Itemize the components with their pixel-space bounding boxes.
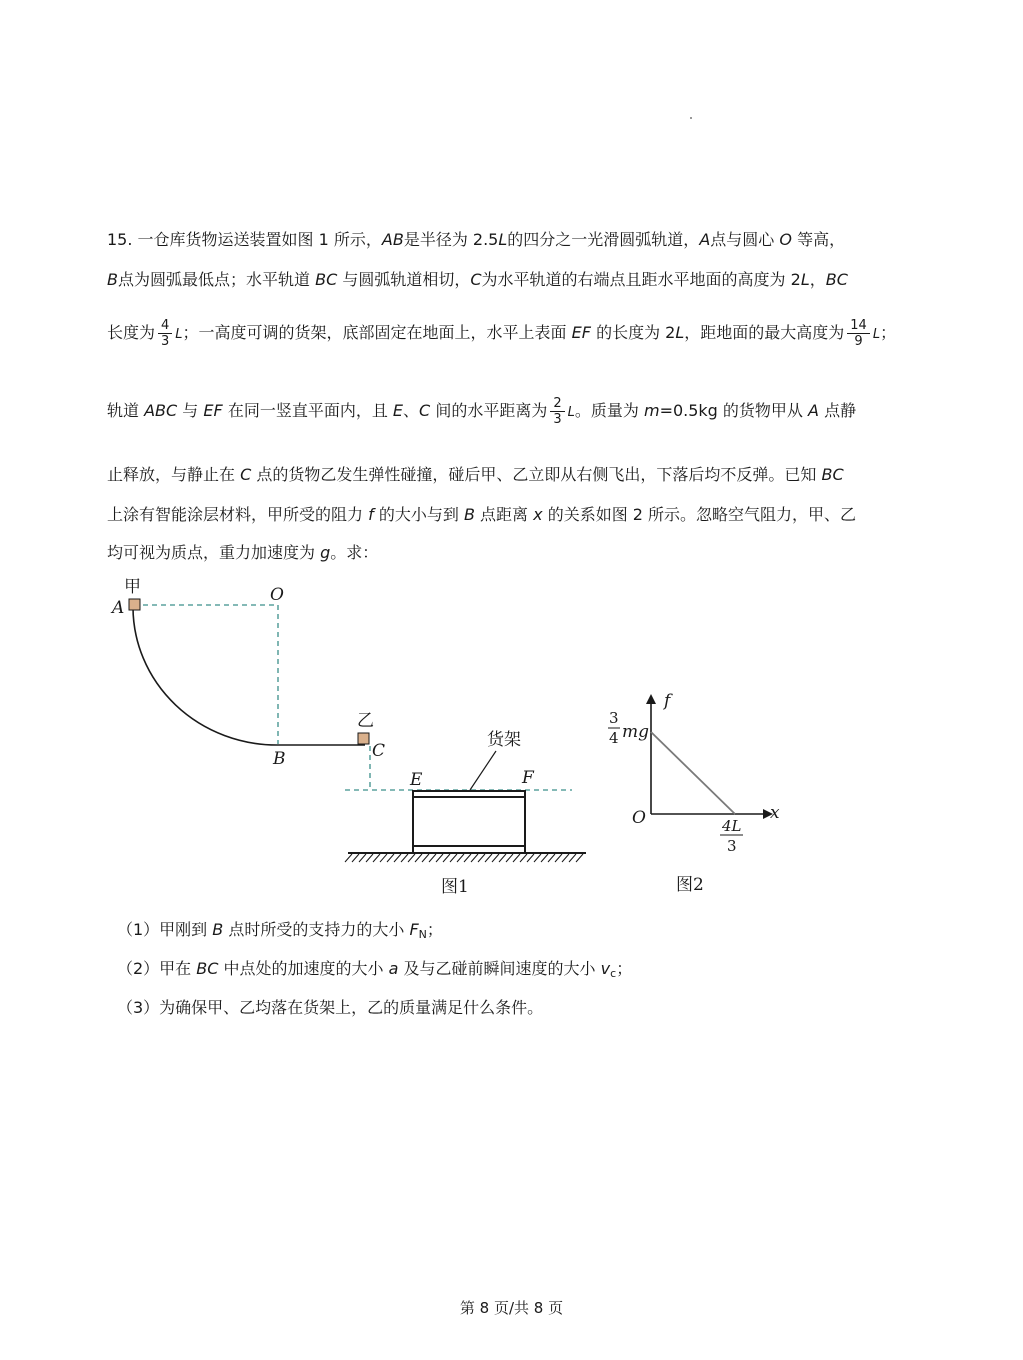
ground-hatch-mark: [429, 854, 436, 862]
x-tick-numerator: 4L: [722, 817, 742, 835]
y-axis-arrow: [646, 694, 656, 704]
fraction-4-3: $\frac{4}{3}$: [158, 318, 172, 349]
ground-hatch-mark: [436, 854, 443, 862]
ground-hatch-mark: [450, 854, 457, 862]
ground-hatch-mark: [394, 854, 401, 862]
label-origin: O: [632, 808, 646, 828]
ground-hatch-mark: [555, 854, 562, 862]
arc-track-AB: [133, 607, 278, 745]
ground-hatch-mark: [359, 854, 366, 862]
figure-1-caption: 图1: [441, 877, 469, 897]
figure-1: [0, 570, 620, 900]
label-jia: 甲: [124, 577, 141, 597]
shelf-pointer-line: [470, 751, 496, 790]
fraction-14-9: $\frac{14}{9}$: [847, 318, 870, 349]
ground-hatch-mark: [478, 854, 485, 862]
page-footer: 第 8 页/共 8 页: [459, 1299, 564, 1317]
y-tick-numerator: 3: [609, 709, 619, 727]
ground-hatch-mark: [373, 854, 380, 862]
x-tick-denominator: 3: [727, 837, 737, 855]
ground-hatch-mark: [345, 854, 352, 862]
block-yi: [358, 733, 369, 744]
ground-hatch-mark: [562, 854, 569, 862]
ground-hatch-mark: [471, 854, 478, 862]
block-jia: [129, 599, 140, 610]
problem-number: 15.: [107, 230, 133, 249]
label-shelf: 货架: [487, 730, 521, 750]
ground-hatch-mark: [513, 854, 520, 862]
ground-hatch-mark: [527, 854, 534, 862]
problem-line-7: 均可视为质点，重力加速度为 g。求：: [107, 543, 379, 562]
problem-line-1: 15. 一仓库货物运送装置如图 1 所示，AB是半径为 2.5L的四分之一光滑圆弧轨道，A点与圆心 O 等高，: [107, 230, 846, 249]
label-A: A: [112, 598, 125, 618]
fraction-2-3: $\frac{2}{3}$: [550, 396, 564, 427]
ground-hatch-mark: [492, 854, 499, 862]
ground-hatch-mark: [576, 854, 583, 862]
problem-line-3: 长度为 $\frac{4}{3}$ L；一高度可调的货架，底部固定在地面上，水平上表面 EF 的长度为 2L，距地面的最大高度为 $\frac{14}{9}$ L；: [107, 318, 897, 349]
problem-line-6: 上涂有智能涂层材料，甲所受的阻力 f 的大小与到 B 点距离 x 的关系如图 2 所示。忽略空气阻力，甲、乙: [107, 505, 857, 524]
ground-hatch-mark: [352, 854, 359, 862]
ground-hatch: [345, 854, 583, 862]
ground-hatch-mark: [366, 854, 373, 862]
label-f-axis: f: [664, 691, 671, 711]
scan-speck: [690, 117, 692, 119]
ground-hatch-mark: [541, 854, 548, 862]
y-tick-denominator: 4: [609, 729, 619, 747]
problem-line-4: 轨道 ABC 与 EF 在同一竖直平面内，且 E、C 间的水平距离为 $\frac{2}{3}$ L。质量为 m=0.5kg 的货物甲从 A 点静: [107, 396, 857, 427]
label-F: F: [522, 768, 534, 788]
problem-line-2: B点为圆弧最低点；水平轨道 BC 与圆弧轨道相切，C为水平轨道的右端点且距水平地面的高度为 2L，BC: [107, 270, 848, 289]
shelf-top-EF: [413, 791, 525, 797]
label-yi: 乙: [357, 711, 374, 731]
ground-hatch-mark: [548, 854, 555, 862]
y-tick-unit: mg: [622, 722, 650, 742]
label-C: C: [372, 741, 386, 761]
figure-2-caption: 图2: [676, 875, 704, 895]
question-3: （3）为确保甲、乙均落在货架上，乙的质量满足什么条件。: [117, 998, 544, 1017]
f-x-line: [651, 732, 735, 814]
ground-hatch-mark: [443, 854, 450, 862]
label-E: E: [410, 770, 423, 790]
ground-hatch-mark: [520, 854, 527, 862]
ground-hatch-mark: [534, 854, 541, 862]
ground-hatch-mark: [464, 854, 471, 862]
ground-hatch-mark: [485, 854, 492, 862]
question-2: （2）甲在 BC 中点处的加速度的大小 a 及与乙碰前瞬间速度的大小 $v_c$；: [117, 959, 633, 980]
ground-hatch-mark: [457, 854, 464, 862]
ground-hatch-mark: [506, 854, 513, 862]
problem-line-5: 止释放，与静止在 C 点的货物乙发生弹性碰撞，碰后甲、乙立即从右侧飞出，下落后均不反弹。已知 BC: [107, 465, 844, 484]
label-x-axis: x: [770, 803, 780, 823]
ground-hatch-mark: [499, 854, 506, 862]
label-O: O: [270, 585, 284, 605]
question-1: （1）甲刚到 B 点时所受的支持力的大小 $F_N$；: [117, 920, 443, 941]
ground-hatch-mark: [401, 854, 408, 862]
ground-hatch-mark: [387, 854, 394, 862]
ground-hatch-mark: [415, 854, 422, 862]
figure-2: [600, 690, 800, 895]
ground-hatch-mark: [380, 854, 387, 862]
ground-hatch-mark: [569, 854, 576, 862]
ground-hatch-mark: [408, 854, 415, 862]
ground-hatch-mark: [422, 854, 429, 862]
label-B: B: [273, 749, 286, 769]
